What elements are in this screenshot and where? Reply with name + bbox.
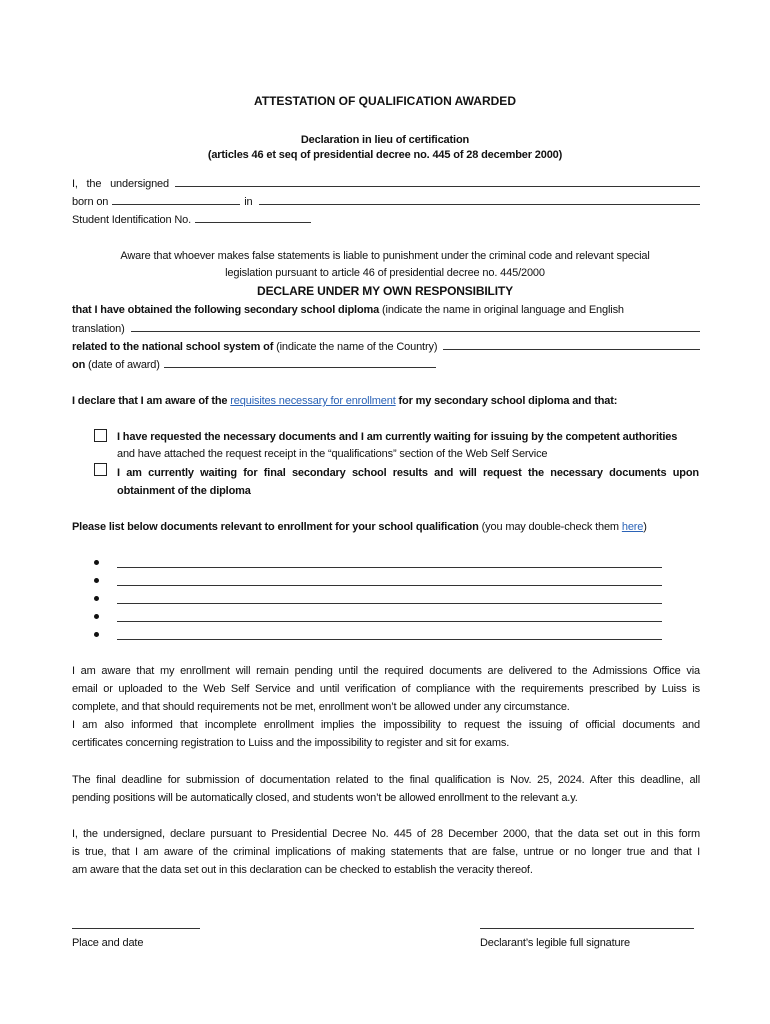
document-entry-field-4[interactable] — [117, 621, 662, 622]
diploma-note: (indicate the name in original language and English — [379, 304, 624, 316]
award-date-note: (date of award) — [85, 359, 160, 371]
pending-line-3: complete, and that should requirements not be met, enrollment won’t be allowed under any circumstance. — [72, 701, 570, 713]
documents-list-close: ) — [643, 521, 647, 533]
document-title: ATTESTATION OF QUALIFICATION AWARDED — [254, 94, 516, 108]
diploma-label: that I have obtained the following secondary school diploma — [72, 304, 380, 316]
award-date-row — [72, 355, 700, 374]
informed-line-1: I am also informed that incomplete enrollment implies the impossibility to request the issuing of official documents and — [72, 719, 700, 731]
born-on-label: born on — [72, 196, 109, 208]
document-entry-field-5[interactable] — [117, 639, 662, 640]
aware-line-2: legislation pursuant to article 46 of presidential decree no. 445/2000 — [225, 267, 545, 279]
undersigned-row — [72, 174, 700, 193]
place-date-label: Place and date — [72, 937, 144, 949]
final-declaration-line-2: is true, that I am aware of the criminal implications of making statements that are false, untrue or no longer true and that I — [72, 846, 700, 858]
undersigned-name-field[interactable] — [175, 174, 700, 187]
student-id-row — [72, 210, 700, 229]
deadline-line-2: pending positions will be automatically closed, and students won’t be allowed enrollment to the relevant a.y. — [72, 792, 578, 804]
option-2-line-2: obtainment of the diploma — [117, 485, 251, 497]
option-2-checkbox[interactable] — [94, 463, 107, 476]
option-1-checkbox[interactable] — [94, 429, 107, 442]
requisites-statement — [72, 392, 617, 410]
translation-row — [72, 319, 700, 338]
national-system-note: (indicate the name of the Country) — [273, 341, 438, 353]
document-subtitle-1: Declaration in lieu of certification — [300, 134, 470, 146]
document-subtitle-2: (articles 46 et seq of presidential decree no. 445 of 28 december 2000) — [207, 149, 563, 161]
bullet-icon — [94, 596, 99, 601]
aware-line-1: Aware that whoever makes false statements is liable to punishment under the criminal code and relevant special — [120, 250, 650, 262]
deadline-line-1: The final deadline for submission of documentation related to the final qualification is Nov. 25, 2024. After this deadline, all — [72, 774, 700, 786]
birth-row — [72, 192, 700, 211]
birth-place-field[interactable] — [259, 192, 700, 205]
document-entry-field-1[interactable] — [117, 567, 662, 568]
bullet-icon — [94, 614, 99, 619]
bullet-icon — [94, 632, 99, 637]
documents-list-note: (you may double-check them — [478, 521, 622, 533]
award-date-field[interactable] — [164, 355, 436, 368]
student-id-field[interactable] — [195, 210, 311, 223]
declare-heading: DECLARE UNDER MY OWN RESPONSIBILITY — [257, 284, 513, 298]
documents-check-link[interactable]: here — [621, 521, 644, 533]
documents-list-label: Please list below documents relevant to enrollment for your school qualification — [72, 521, 479, 533]
option-1-line-1: I have requested the necessary documents and I am currently waiting for issuing by the competent authorities — [117, 431, 678, 443]
place-date-field[interactable] — [72, 928, 200, 929]
final-declaration-line-1: I, the undersigned, declare pursuant to Presidential Decree No. 445 of 28 December 2000, that the data set out in this form — [72, 828, 700, 840]
informed-line-2: certificates concerning registration to Luiss and the impossibility to register and sit for exams. — [72, 737, 510, 749]
undersigned-label: I, the undersigned — [72, 178, 169, 190]
birth-date-field[interactable] — [112, 192, 240, 205]
document-entry-field-2[interactable] — [117, 585, 662, 586]
translation-label: translation) — [72, 323, 125, 335]
on-label: on — [72, 359, 86, 371]
country-field[interactable] — [443, 337, 700, 350]
signature-field[interactable] — [480, 928, 694, 929]
national-system-label: related to the national school system of — [72, 341, 274, 353]
in-label: in — [244, 196, 253, 208]
option-1-line-2: and have attached the request receipt in the “qualifications” section of the Web Self Service — [117, 448, 548, 460]
requisites-before: I declare that I am aware of the — [72, 395, 231, 407]
pending-line-2: email or uploaded to the Web Self Service and until verification of compliance with the requirements prescribed by Luiss is — [72, 683, 700, 695]
student-id-label: Student Identification No. — [72, 214, 192, 226]
document-entry-field-3[interactable] — [117, 603, 662, 604]
option-2-line-1: I am currently waiting for final secondary school results and will request the necessary documents upon — [117, 467, 699, 479]
signature-label: Declarant’s legible full signature — [480, 937, 631, 949]
documents-list-statement — [72, 518, 647, 536]
final-declaration-line-3: am aware that the data set out in this declaration can be checked to establish the veracity thereof. — [72, 864, 533, 876]
diploma-row — [72, 301, 700, 319]
requisites-link[interactable]: requisites necessary for enrollment — [230, 395, 396, 407]
diploma-name-field[interactable] — [131, 319, 700, 332]
requisites-after: for my secondary school diploma and that: — [395, 395, 618, 407]
pending-line-1: I am aware that my enrollment will remain pending until the required documents are delivered to the Admissions Office via — [72, 665, 700, 677]
bullet-icon — [94, 560, 99, 565]
national-system-row — [72, 337, 700, 356]
bullet-icon — [94, 578, 99, 583]
